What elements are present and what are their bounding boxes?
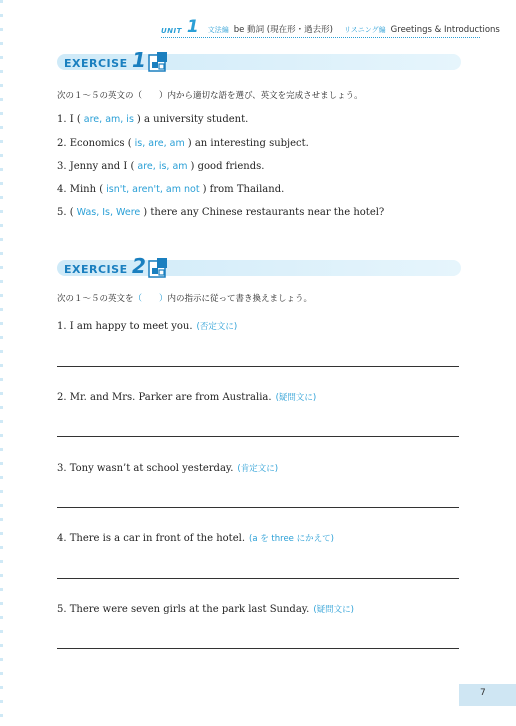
left-edge-strip — [0, 0, 3, 726]
answer-options: is, are, am — [131, 138, 188, 149]
answer-options: Was, Is, Were — [73, 207, 144, 218]
question-text: ) a university student. — [136, 114, 249, 125]
page-number: 7 — [480, 688, 486, 698]
answer-line-4[interactable] — [57, 578, 459, 579]
instruction-note: (否定文に) — [196, 322, 238, 332]
ex2-question-5 — [57, 603, 354, 615]
ex2-question-4 — [57, 532, 334, 544]
instruction-text: 内の指示に従って書き換えましょう。 — [167, 294, 313, 304]
question-text: Minh ( — [69, 184, 104, 195]
ex1-question-2 — [57, 138, 309, 149]
exercise1-label: EXERCISE — [64, 57, 128, 70]
question-number: 5. — [57, 604, 67, 615]
question-text: Economics ( — [69, 138, 132, 149]
question-number: 3. — [57, 161, 67, 172]
question-number: 4. — [57, 533, 67, 544]
instruction-note: (疑問文に) — [275, 393, 317, 403]
question-text: There were seven girls at the park last Sunday. — [69, 604, 310, 615]
exercise1-number: 1 — [131, 48, 147, 72]
listening-tag: リスニング編 — [343, 26, 386, 34]
ex1-question-3 — [57, 161, 264, 172]
ex1-question-1 — [57, 114, 248, 125]
answer-options: are, is, am — [134, 161, 191, 172]
question-text: Mr. and Mrs. Parker are from Australia. — [69, 392, 272, 403]
exercise1-instruction: 次の１～５の英文の（ ）内から適切な語を選び、英文を完成させましょう。 — [57, 91, 363, 101]
question-text: I ( — [69, 114, 81, 125]
instruction-paren: （ ） — [133, 294, 168, 304]
ex1-question-4 — [57, 184, 284, 195]
question-number: 5. — [57, 207, 67, 218]
question-number: 1. — [57, 114, 67, 125]
answer-line-1[interactable] — [57, 366, 459, 367]
answer-options: are, am, is — [80, 114, 137, 125]
answer-line-3[interactable] — [57, 507, 459, 508]
unit-number: 1 — [186, 17, 199, 37]
question-number: 3. — [57, 463, 67, 474]
question-text: ) good friends. — [190, 161, 265, 172]
grammar-tag: 文法編 — [207, 26, 229, 34]
puzzle-icon — [148, 258, 168, 278]
question-text: There is a car in front of the hotel. — [69, 533, 245, 544]
answer-line-5[interactable] — [57, 648, 459, 649]
exercise2-instruction — [57, 292, 312, 304]
question-text: I am happy to meet you. — [69, 321, 193, 332]
question-text: ) an interesting subject. — [187, 138, 309, 149]
page-number-box — [459, 684, 516, 706]
instruction-note: (肯定文に) — [237, 464, 279, 474]
page-header — [161, 17, 500, 37]
question-text: Tony wasn’t at school yesterday. — [69, 463, 234, 474]
question-number: 1. — [57, 321, 67, 332]
header-divider — [161, 37, 480, 38]
ex2-question-1 — [57, 320, 237, 332]
exercise2-number: 2 — [131, 254, 147, 278]
exercise1-title — [64, 48, 146, 72]
question-text: ( — [69, 207, 74, 218]
instruction-text: 次の１～５の英文を — [57, 294, 134, 304]
question-text: Jenny and I ( — [69, 161, 135, 172]
listening-title: Greetings & Introductions — [390, 25, 500, 35]
ex1-question-5 — [57, 207, 384, 218]
unit-label: UNIT — [161, 27, 182, 35]
question-number: 2. — [57, 138, 67, 149]
question-number: 4. — [57, 184, 67, 195]
grammar-title: be 動詞 (現在形・過去形) — [233, 25, 333, 35]
answer-options: isn't, aren't, am not — [103, 184, 203, 195]
question-number: 2. — [57, 392, 67, 403]
question-text: ) there any Chinese restaurants near the hotel? — [143, 207, 385, 218]
answer-line-2[interactable] — [57, 436, 459, 437]
puzzle-icon — [148, 52, 168, 72]
ex2-question-3 — [57, 462, 278, 474]
exercise2-title — [64, 254, 146, 278]
exercise2-label: EXERCISE — [64, 263, 128, 276]
question-text: ) from Thailand. — [202, 184, 285, 195]
instruction-note: (疑問文に) — [313, 605, 354, 615]
ex2-question-2 — [57, 391, 316, 403]
instruction-note: (a を three にかえて) — [249, 534, 334, 544]
